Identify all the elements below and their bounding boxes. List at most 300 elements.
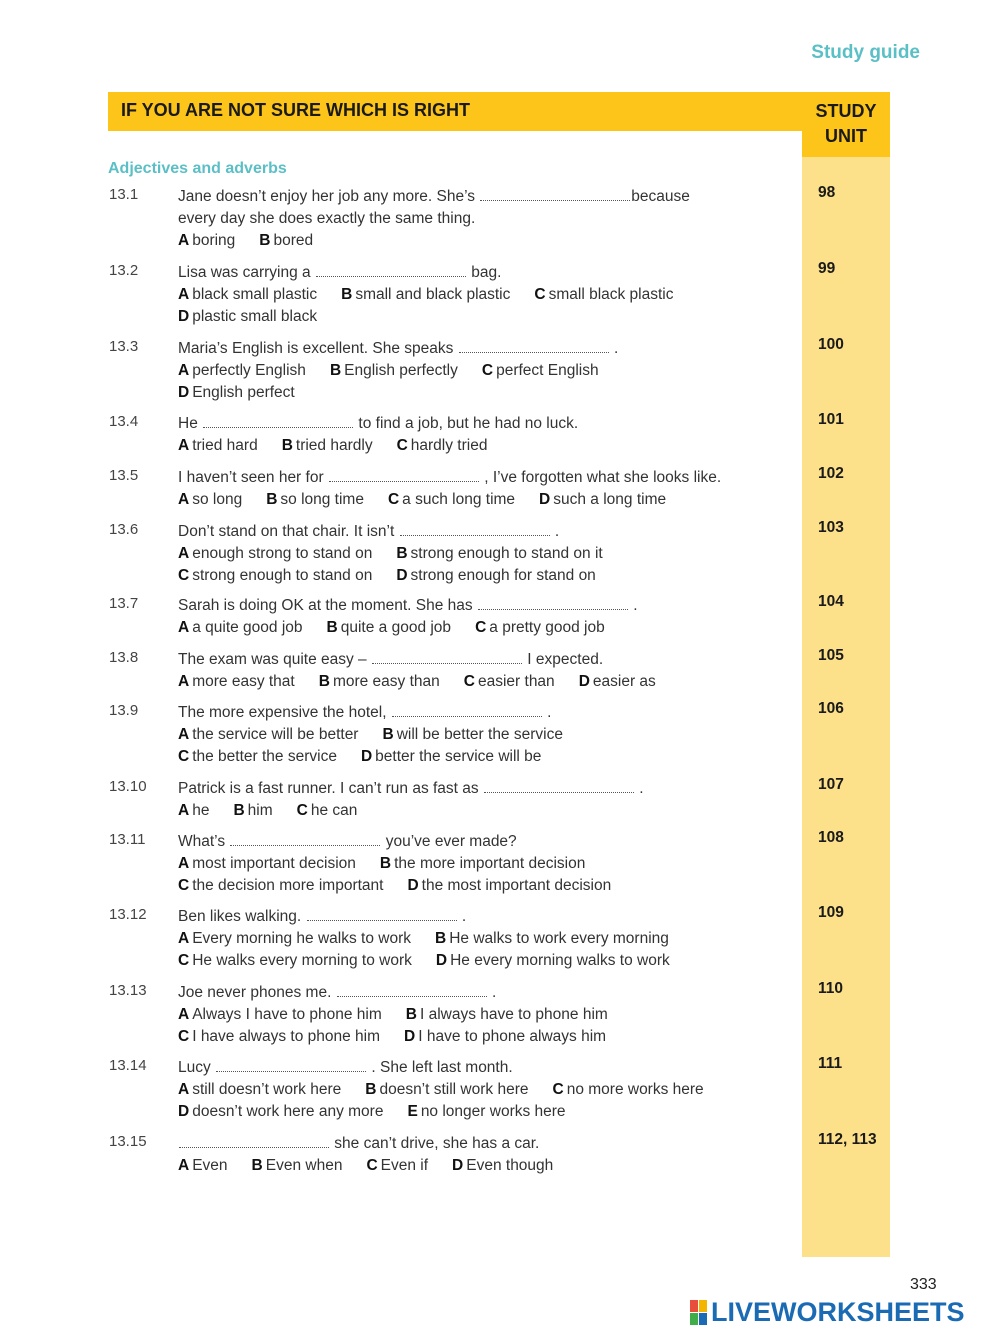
question-body	[178, 702, 778, 768]
option-letter: D	[578, 673, 590, 690]
options-row	[178, 746, 778, 768]
options-row	[178, 1101, 778, 1123]
question-text: Ben likes walking.	[178, 908, 306, 925]
question-text-line	[178, 778, 778, 800]
liveworksheets-logo-icon	[690, 1300, 707, 1325]
options-row	[178, 1155, 778, 1177]
answer-option[interactable]	[482, 362, 599, 379]
question-number: 13.13	[109, 982, 147, 999]
option-letter: C	[463, 673, 475, 690]
option-text: strong enough for stand on	[410, 567, 596, 584]
question-text-line	[178, 831, 778, 853]
study-unit-number: 105	[818, 647, 844, 664]
answer-option[interactable]	[178, 437, 258, 454]
question-body	[178, 1133, 778, 1177]
option-text: Always I have to phone him	[192, 1006, 382, 1023]
question-text-line	[178, 906, 778, 928]
options-row	[178, 489, 778, 511]
option-text: a pretty good job	[489, 619, 605, 636]
question-text: bag.	[466, 264, 502, 281]
option-text: Even though	[466, 1157, 554, 1174]
option-letter: B	[379, 855, 392, 872]
option-letter: A	[178, 855, 190, 872]
options-row	[178, 617, 778, 639]
answer-option[interactable]	[178, 1157, 228, 1174]
answer-blank[interactable]	[478, 597, 628, 610]
answer-blank[interactable]	[484, 780, 634, 793]
answer-option[interactable]	[178, 545, 372, 562]
question-body	[178, 1057, 778, 1123]
option-text: more easy than	[332, 673, 440, 690]
question-number: 13.7	[109, 595, 139, 612]
option-text: boring	[192, 232, 236, 249]
option-letter: A	[178, 362, 190, 379]
options-row	[178, 1004, 778, 1026]
option-letter: A	[178, 545, 190, 562]
question-text: What’s	[178, 833, 230, 850]
study-unit-number: 102	[818, 465, 844, 482]
options-row	[178, 671, 778, 693]
page-number: 333	[910, 1276, 937, 1293]
answer-option[interactable]	[579, 673, 656, 690]
answer-blank[interactable]	[392, 704, 542, 717]
question-text: .	[609, 340, 619, 357]
option-text: I always have to phone him	[419, 1006, 608, 1023]
answer-option[interactable]	[266, 491, 364, 508]
answer-option[interactable]	[475, 619, 605, 636]
answer-option[interactable]	[178, 802, 209, 819]
option-letter: A	[178, 232, 190, 249]
option-letter: A	[178, 491, 190, 508]
answer-option[interactable]	[319, 673, 440, 690]
option-letter: C	[366, 1157, 378, 1174]
question-text: I expected.	[523, 651, 604, 668]
option-text: perfectly English	[192, 362, 306, 379]
options-row	[178, 1079, 778, 1101]
question-text: I haven’t seen her for	[178, 469, 328, 486]
question-text: . She left last month.	[367, 1059, 513, 1076]
question-text-line	[178, 649, 778, 671]
question-text: .	[542, 704, 552, 721]
answer-option[interactable]	[178, 726, 358, 743]
liveworksheets-watermark	[690, 1296, 990, 1328]
option-letter: B	[259, 232, 271, 249]
answer-option[interactable]	[178, 877, 383, 894]
answer-option[interactable]	[178, 1028, 380, 1045]
option-text: English perfect	[192, 384, 295, 401]
study-unit-number: 110	[818, 980, 844, 997]
option-text: small black plastic	[548, 286, 674, 303]
answer-option[interactable]	[297, 802, 358, 819]
options-row	[178, 950, 778, 972]
answer-option[interactable]	[406, 1006, 608, 1023]
option-letter: C	[481, 362, 494, 379]
question-body	[178, 982, 778, 1048]
answer-option[interactable]	[330, 362, 458, 379]
answer-blank[interactable]	[372, 651, 522, 664]
option-text: Even	[192, 1157, 228, 1174]
answer-option[interactable]	[178, 286, 317, 303]
question-body	[178, 467, 778, 511]
answer-option[interactable]	[407, 1103, 565, 1120]
option-text: the more important decision	[394, 855, 586, 872]
answer-option[interactable]	[382, 726, 562, 743]
question-number: 13.2	[109, 262, 139, 279]
question-text: because	[631, 188, 690, 205]
answer-blank[interactable]	[329, 469, 479, 482]
option-letter: B	[318, 673, 330, 690]
option-text: a quite good job	[192, 619, 303, 636]
option-text: small and black plastic	[355, 286, 511, 303]
answer-option[interactable]	[397, 437, 488, 454]
option-letter: D	[452, 1157, 464, 1174]
option-letter: C	[296, 802, 308, 819]
study-unit-number: 99	[818, 260, 836, 277]
option-text: hardly tried	[410, 437, 488, 454]
option-letter: B	[233, 802, 245, 819]
question-text: He	[178, 415, 203, 432]
question-body	[178, 262, 778, 328]
answer-option[interactable]	[464, 673, 555, 690]
question-text: , I’ve forgotten what she looks like.	[479, 469, 722, 486]
question-body	[178, 338, 778, 404]
option-text: he can	[310, 802, 358, 819]
option-letter: D	[396, 567, 408, 584]
answer-blank[interactable]	[216, 1059, 366, 1072]
question-text: .	[550, 523, 560, 540]
option-text: most important decision	[192, 855, 356, 872]
option-text: easier than	[477, 673, 555, 690]
answer-option[interactable]	[388, 491, 515, 508]
option-text: the service will be better	[192, 726, 359, 743]
study-unit-number: 112, 113	[818, 1131, 877, 1148]
options-row	[178, 230, 778, 252]
option-text: no longer works here	[420, 1103, 566, 1120]
answer-option[interactable]	[178, 384, 295, 401]
question-number: 13.14	[109, 1057, 147, 1074]
option-text: doesn’t still work here	[379, 1081, 529, 1098]
question-text-line	[178, 1057, 778, 1079]
question-body	[178, 649, 778, 693]
options-row	[178, 928, 778, 950]
option-letter: D	[178, 308, 190, 325]
option-text: enough strong to stand on	[192, 545, 373, 562]
answer-blank[interactable]	[230, 833, 380, 846]
option-letter: D	[407, 877, 419, 894]
answer-option[interactable]	[178, 232, 235, 249]
option-letter: A	[178, 726, 190, 743]
answer-option[interactable]	[365, 1081, 528, 1098]
study-unit-number: 106	[818, 700, 844, 717]
liveworksheets-text: LIVEWORKSHEETS	[711, 1296, 965, 1327]
option-text: tried hardly	[295, 437, 373, 454]
option-letter: C	[475, 619, 487, 636]
option-text: a such long time	[402, 491, 516, 508]
study-guide-title: Study guide	[811, 42, 920, 63]
answer-option[interactable]	[178, 930, 411, 947]
option-letter: C	[178, 1028, 190, 1045]
question-text: Don’t stand on that chair. It isn’t	[178, 523, 399, 540]
answer-blank[interactable]	[179, 1135, 329, 1148]
option-text: quite a good job	[340, 619, 452, 636]
question-text: .	[628, 597, 638, 614]
question-text: she can’t drive, she has a car.	[330, 1135, 540, 1152]
question-number: 13.10	[109, 778, 147, 795]
option-text: strong enough to stand on	[192, 567, 373, 584]
answer-blank[interactable]	[316, 264, 466, 277]
option-text: tried hard	[192, 437, 258, 454]
answer-blank[interactable]	[400, 523, 550, 536]
option-text: black small plastic	[192, 286, 318, 303]
answer-option[interactable]	[404, 1028, 606, 1045]
option-text: more easy that	[192, 673, 295, 690]
answer-option[interactable]	[435, 930, 669, 947]
option-text: easier as	[592, 673, 656, 690]
option-letter: A	[178, 930, 190, 947]
answer-option[interactable]	[178, 619, 303, 636]
option-letter: A	[178, 802, 190, 819]
answer-option[interactable]	[553, 1081, 704, 1098]
answer-option[interactable]	[178, 855, 356, 872]
question-text: The more expensive the hotel,	[178, 704, 391, 721]
option-text: still doesn’t work here	[192, 1081, 342, 1098]
option-letter: B	[382, 726, 394, 743]
option-text: plastic small black	[192, 308, 318, 325]
option-letter: D	[178, 1103, 190, 1120]
question-text: .	[457, 908, 467, 925]
option-letter: C	[552, 1081, 564, 1098]
answer-option[interactable]	[282, 437, 373, 454]
option-text: so long	[192, 491, 243, 508]
question-text-line	[178, 702, 778, 724]
question-text-line	[178, 1133, 778, 1155]
option-letter: C	[178, 877, 190, 894]
answer-option[interactable]	[252, 1157, 343, 1174]
option-text: I have to phone always him	[418, 1028, 607, 1045]
option-letter: B	[396, 545, 408, 562]
question-text: Patrick is a fast runner. I can’t run as fast as	[178, 780, 483, 797]
option-text: him	[247, 802, 273, 819]
study-unit-number: 101	[818, 411, 844, 428]
options-row	[178, 565, 778, 587]
option-letter: A	[178, 1081, 190, 1098]
question-text-line	[178, 338, 778, 360]
option-letter: C	[534, 286, 546, 303]
study-unit-header	[802, 92, 890, 157]
answer-option[interactable]	[539, 491, 666, 508]
option-text: He walks every morning to work	[192, 952, 412, 969]
option-text: the decision more important	[192, 877, 384, 894]
answer-option[interactable]	[178, 362, 306, 379]
answer-option[interactable]	[178, 1103, 383, 1120]
question-body	[178, 831, 778, 897]
options-row	[178, 1026, 778, 1048]
answer-option[interactable]	[178, 748, 337, 765]
answer-option[interactable]	[436, 952, 670, 969]
options-row	[178, 382, 778, 404]
option-letter: B	[266, 491, 278, 508]
study-unit-column	[802, 92, 890, 1257]
option-letter: D	[178, 384, 190, 401]
question-text-line	[178, 595, 778, 617]
option-text: Every morning he walks to work	[192, 930, 412, 947]
question-number: 13.15	[109, 1133, 147, 1150]
question-number: 13.3	[109, 338, 139, 355]
question-text: Lucy	[178, 1059, 216, 1076]
option-letter: C	[387, 491, 400, 508]
option-text: Even when	[265, 1157, 343, 1174]
question-text: Jane doesn’t enjoy her job any more. She’s	[178, 188, 480, 205]
option-text: I have always to phone him	[192, 1028, 381, 1045]
option-letter: C	[178, 748, 190, 765]
study-unit-header-line2: UNIT	[825, 126, 867, 146]
answer-blank[interactable]	[480, 188, 630, 201]
question-text-line	[178, 467, 778, 489]
answer-blank[interactable]	[203, 415, 353, 428]
question-body	[178, 778, 778, 822]
study-unit-number: 100	[818, 336, 844, 353]
option-text: such a long time	[553, 491, 667, 508]
question-body	[178, 521, 778, 587]
option-text: He walks to work every morning	[449, 930, 669, 947]
question-number: 13.5	[109, 467, 139, 484]
option-text: he	[192, 802, 210, 819]
question-text: every day she does exactly the same thing.	[178, 210, 476, 227]
option-letter: C	[178, 952, 190, 969]
answer-option[interactable]	[327, 619, 452, 636]
option-letter: B	[281, 437, 293, 454]
option-letter: B	[329, 362, 342, 379]
study-unit-number: 98	[818, 184, 836, 201]
option-letter: B	[326, 619, 338, 636]
answer-option[interactable]	[534, 286, 673, 303]
options-row	[178, 800, 778, 822]
answer-option[interactable]	[178, 1006, 382, 1023]
answer-option[interactable]	[396, 567, 595, 584]
question-number: 13.12	[109, 906, 147, 923]
option-letter: A	[178, 1157, 190, 1174]
option-text: no more works here	[566, 1081, 704, 1098]
question-number: 13.9	[109, 702, 139, 719]
answer-option[interactable]	[396, 545, 602, 562]
option-text: better the service will be	[375, 748, 542, 765]
question-text-line	[178, 413, 778, 435]
question-text: Lisa was carrying a	[178, 264, 315, 281]
study-unit-number: 111	[818, 1055, 843, 1072]
question-text: you’ve ever made?	[381, 833, 517, 850]
answer-blank[interactable]	[337, 984, 487, 997]
question-body	[178, 186, 778, 252]
option-text: Even if	[380, 1157, 429, 1174]
options-row	[178, 435, 778, 457]
question-text-line	[178, 208, 778, 230]
question-text: Sarah is doing OK at the moment. She has	[178, 597, 477, 614]
option-letter: D	[435, 952, 448, 969]
options-row	[178, 306, 778, 328]
answer-option[interactable]	[178, 491, 242, 508]
option-letter: A	[178, 1006, 190, 1023]
answer-option[interactable]	[361, 748, 541, 765]
question-text-line	[178, 262, 778, 284]
study-unit-number: 109	[818, 904, 844, 921]
answer-option[interactable]	[407, 877, 611, 894]
option-letter: D	[404, 1028, 416, 1045]
answer-option[interactable]	[452, 1157, 553, 1174]
option-letter: B	[251, 1157, 263, 1174]
option-letter: A	[178, 437, 190, 454]
question-text-line	[178, 521, 778, 543]
question-number: 13.1	[109, 186, 139, 203]
option-letter: D	[360, 748, 373, 765]
option-letter: A	[178, 286, 190, 303]
option-letter: E	[407, 1103, 418, 1120]
answer-blank[interactable]	[459, 340, 609, 353]
options-row	[178, 284, 778, 306]
question-text: .	[634, 780, 644, 797]
option-letter: C	[396, 437, 408, 454]
header-title: IF YOU ARE NOT SURE WHICH IS RIGHT	[121, 100, 471, 120]
answer-option[interactable]	[341, 286, 510, 303]
options-row	[178, 875, 778, 897]
option-letter: B	[341, 286, 353, 303]
answer-blank[interactable]	[307, 908, 457, 921]
study-unit-number: 108	[818, 829, 844, 846]
answer-option[interactable]	[259, 232, 313, 249]
options-row	[178, 360, 778, 382]
option-text: perfect English	[496, 362, 599, 379]
question-number: 13.11	[109, 831, 146, 848]
question-body	[178, 906, 778, 972]
question-text-line	[178, 186, 778, 208]
option-letter: A	[178, 619, 190, 636]
answer-option[interactable]	[178, 952, 412, 969]
option-text: English perfectly	[344, 362, 458, 379]
study-unit-header-line1: STUDY	[815, 101, 877, 121]
question-text-line	[178, 982, 778, 1004]
option-letter: A	[178, 673, 190, 690]
option-text: the most important decision	[421, 877, 612, 894]
option-text: so long time	[280, 491, 364, 508]
answer-option[interactable]	[178, 567, 372, 584]
study-unit-number: 107	[818, 776, 844, 793]
question-number: 13.8	[109, 649, 139, 666]
question-body	[178, 595, 778, 639]
answer-option[interactable]	[178, 1081, 341, 1098]
question-text: Joe never phones me.	[178, 984, 336, 1001]
option-text: strong enough to stand on it	[410, 545, 603, 562]
answer-option[interactable]	[366, 1157, 428, 1174]
option-text: the better the service	[192, 748, 337, 765]
option-text: He every morning walks to work	[450, 952, 670, 969]
options-row	[178, 543, 778, 565]
question-number: 13.6	[109, 521, 139, 538]
question-body	[178, 413, 778, 457]
option-letter: D	[539, 491, 551, 508]
study-unit-number: 103	[818, 519, 844, 536]
option-text: will be better the service	[396, 726, 563, 743]
answer-option[interactable]	[178, 673, 295, 690]
answer-option[interactable]	[178, 308, 317, 325]
options-row	[178, 724, 778, 746]
question-text: The exam was quite easy –	[178, 651, 371, 668]
question-text: .	[487, 984, 497, 1001]
option-letter: C	[178, 567, 190, 584]
answer-option[interactable]	[380, 855, 585, 872]
answer-option[interactable]	[233, 802, 272, 819]
options-row	[178, 853, 778, 875]
option-letter: B	[405, 1006, 417, 1023]
question-text: to find a job, but he had no luck.	[354, 415, 579, 432]
